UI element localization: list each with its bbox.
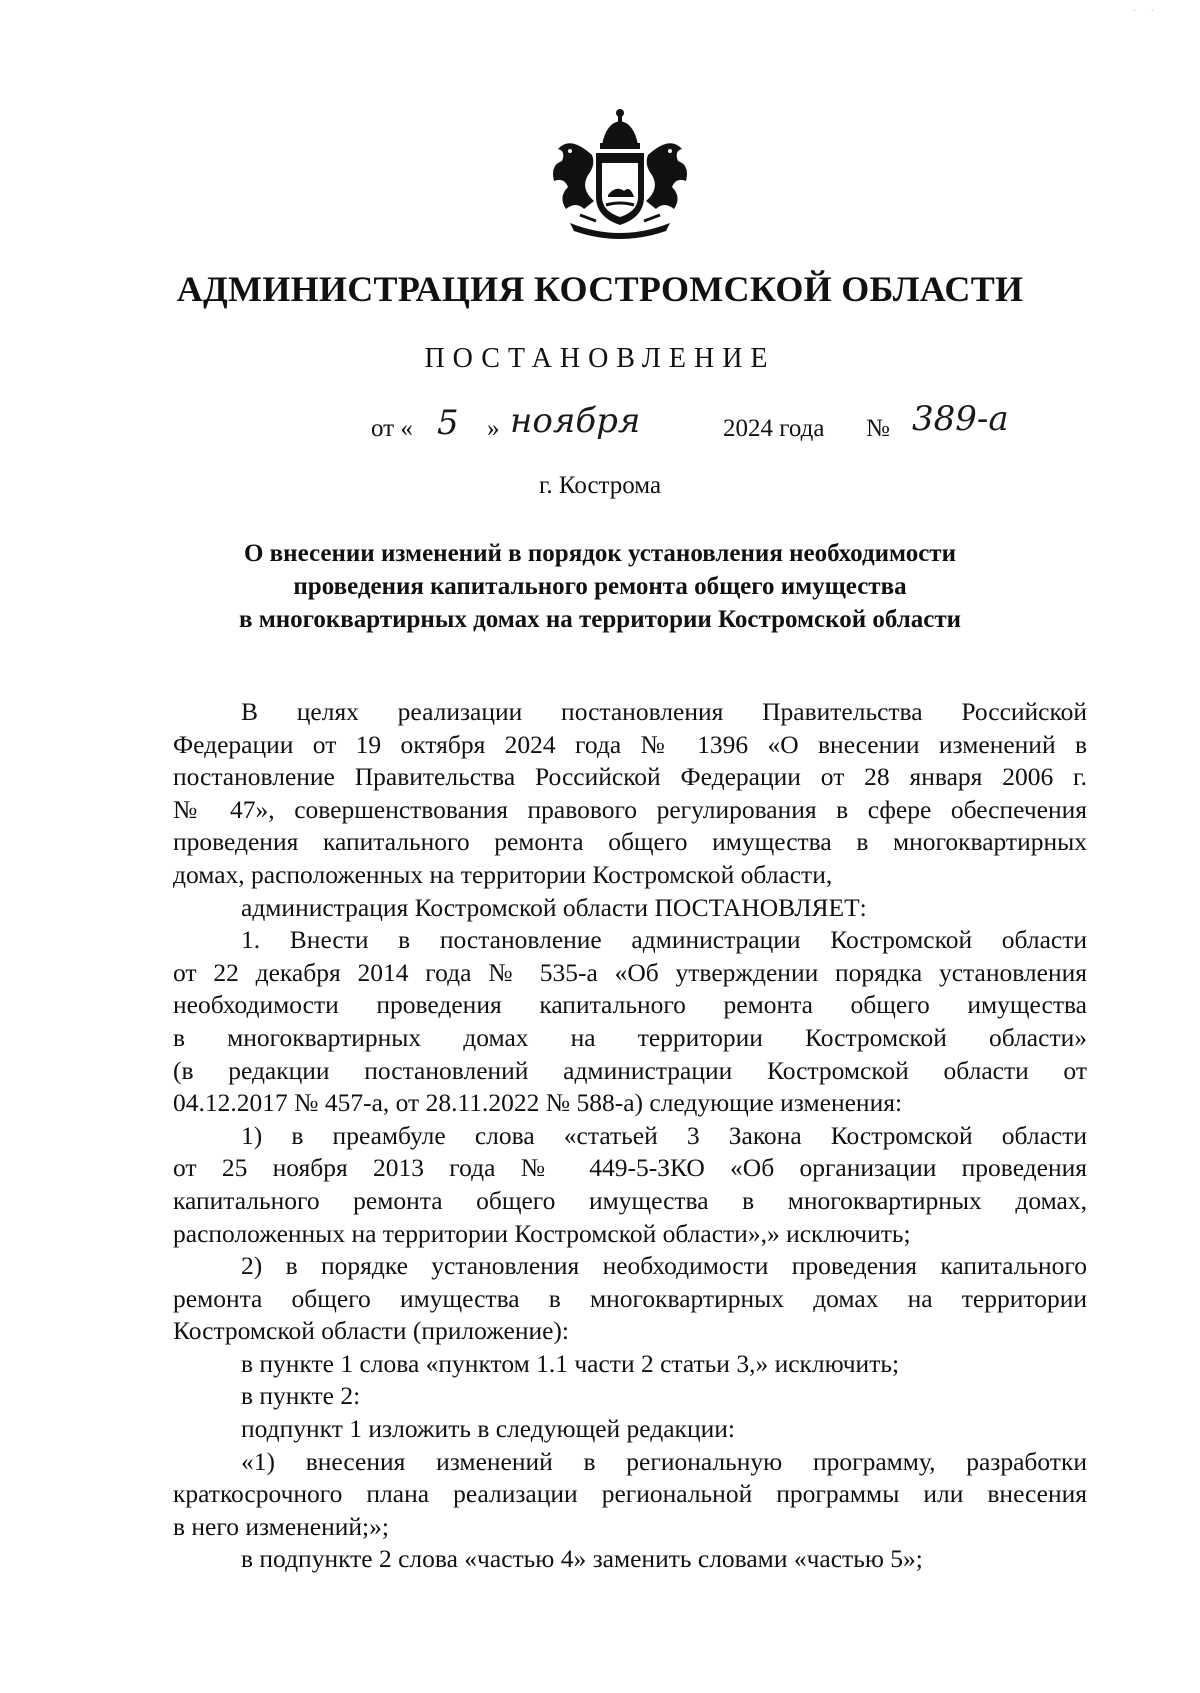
document-body: [173, 696, 1087, 1576]
body-line: в него изменений;»;: [173, 1511, 389, 1541]
body-line: № 47», совершенствования правового регулирования в сфере обеспечения: [173, 794, 1087, 824]
body-line: В целях реализации постановления Правительства Российской: [241, 697, 1087, 726]
title-line: в многоквартирных домах на территории Костромской области: [238, 606, 962, 633]
body-line: в пункте 2:: [241, 1381, 361, 1411]
document-title: [130, 537, 1070, 636]
body-line: домах, расположенных на территории Костромской области,: [173, 859, 833, 889]
body-line: постановление Правительства Российской Федерации от 28 января 2006 г.: [173, 762, 1087, 792]
body-line: 1. Внести в постановление администрации Костромской области: [241, 925, 1087, 955]
date-year: 2024 года: [723, 415, 825, 442]
date-number-line: [0, 399, 1200, 457]
body-line: проведения капитального ремонта общего имущества в многоквартирных: [173, 827, 1087, 857]
body-line: 1) в преамбуле слова «статьей 3 Закона Костромской области: [241, 1120, 1087, 1150]
body-line: необходимости проведения капитального ремонта общего имущества: [173, 990, 1087, 1020]
body-line: «1) внесения изменений в региональную программу, разработки: [241, 1446, 1087, 1476]
body-line: 04.12.2017 № 457-а, от 28.11.2022 № 588-а) следующие изменения:: [173, 1088, 903, 1118]
body-line: ремонта общего имущества в многоквартирных домах на территории: [173, 1283, 1087, 1313]
body-line: от 22 декабря 2014 года № 535-а «Об утверждении порядка установления: [173, 957, 1087, 987]
handwritten-number: 389-а: [912, 399, 1009, 439]
title-line: проведения капитального ремонта общего имущества: [293, 573, 907, 600]
body-line: в пункте 1 слова «пунктом 1.1 части 2 статьи 3,» исключить;: [241, 1348, 900, 1378]
body-line: 2) в порядке установления необходимости проведения капитального: [241, 1251, 1087, 1281]
body-line: от 25 ноября 2013 года № 449-5-ЗКО «Об организации проведения: [173, 1153, 1087, 1183]
body-line: Федерации от 19 октября 2024 года № 1396 «О внесении изменений в: [173, 729, 1087, 759]
body-line: (в редакции постановлений администрации Костромской области от: [173, 1055, 1087, 1085]
handwritten-day: 5: [437, 403, 459, 443]
body-line: расположенных на территории Костромской области»,» исключить;: [173, 1218, 911, 1248]
coat-of-arms-icon: [540, 105, 700, 245]
body-line: капитального ремонта общего имущества в многоквартирных домах,: [173, 1185, 1087, 1215]
document-type: ПОСТАНОВЛЕНИЕ: [424, 343, 776, 374]
city: г. Кострома: [538, 472, 662, 499]
body-line: в подпункте 2 слова «частью 4» заменить словами «частью 5»;: [241, 1544, 923, 1574]
body-line: администрация Костромской области ПОСТАНОВЛЯЕТ:: [241, 892, 867, 922]
body-line: краткосрочного плана реализации региональной программы или внесения: [173, 1479, 1087, 1509]
number-sign: №: [866, 415, 890, 442]
scan-marks: · ·: [1132, 6, 1160, 17]
body-line: подпункт 1 изложить в следующей редакции:: [241, 1414, 735, 1444]
date-close-quote: »: [487, 415, 500, 442]
organization-name: АДМИНИСТРАЦИЯ КОСТРОМСКОЙ ОБЛАСТИ: [176, 269, 1024, 309]
handwritten-month: ноября: [510, 401, 641, 441]
title-line: О внесении изменений в порядок установления необходимости: [243, 540, 956, 567]
body-line: Костромской области (приложение):: [173, 1316, 570, 1346]
body-line: в многоквартирных домах на территории Костромской области»: [173, 1022, 1087, 1052]
date-prefix: от «: [371, 415, 413, 442]
